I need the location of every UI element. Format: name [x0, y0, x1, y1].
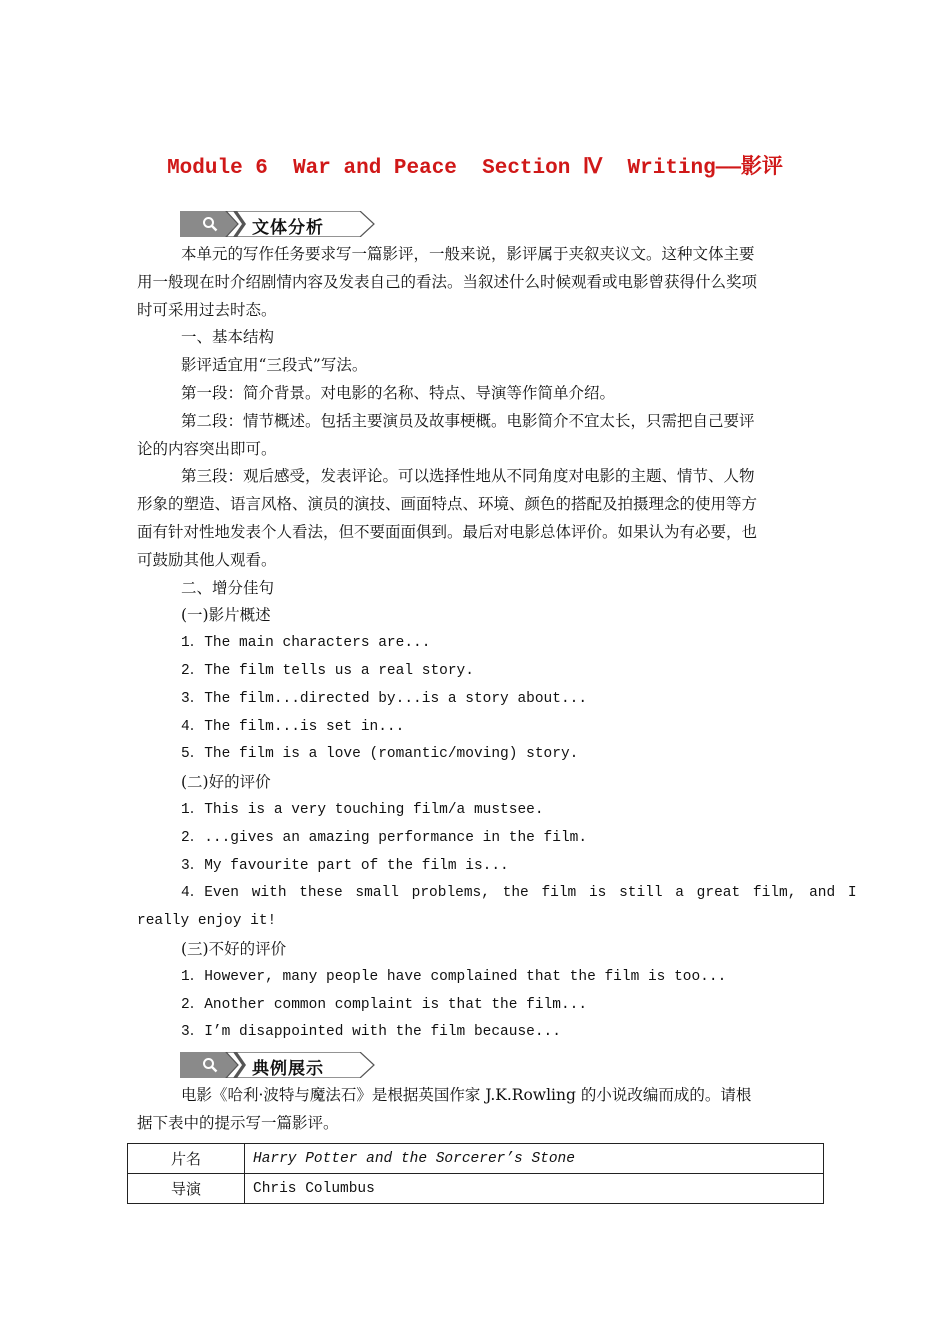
section-banner-analysis — [180, 211, 375, 237]
group-heading: (一)影片概述 — [181, 606, 271, 625]
table-value: Harry Potter and the Sorcerer’s Stone — [245, 1144, 824, 1174]
intro-paragraph — [137, 241, 857, 1047]
sentence-item: really enjoy it! — [137, 913, 277, 930]
table-value: Chris Columbus — [245, 1174, 824, 1204]
section-heading: 文体分析 — [252, 218, 324, 238]
sentence-item: 2．The film tells us a real story. — [181, 662, 474, 679]
film-info-table — [127, 1143, 824, 1204]
magnifier-icon — [202, 216, 218, 232]
section-heading: 典例展示 — [252, 1059, 324, 1079]
sentence-item: 4．The film...is set in... — [181, 718, 405, 735]
table-key: 导演 — [128, 1174, 245, 1204]
table-row — [128, 1174, 824, 1204]
sentences-heading: 二、增分佳句 — [181, 578, 275, 597]
text-line: 形象的塑造、语言风格、演员的演技、画面特点、环境、颜色的搭配及拍摄理念的使用等方 — [137, 495, 758, 514]
table-key: 片名 — [128, 1144, 245, 1174]
text-line: 用一般现在时介绍剧情内容及发表自己的看法。当叙述什么时候观看或电影曾获得什么奖项 — [137, 272, 758, 291]
page-title: Module 6 War and Peace Section Ⅳ Writing——影评 — [167, 157, 783, 180]
sentence-item: 1．The main characters are... — [181, 635, 431, 652]
text-line: 电影《哈利·波特与魔法石》是根据英国作家 J.K.Rowling 的小说改编而成的。请根 — [181, 1086, 752, 1104]
sentence-item: 2．Another common complaint is that the film... — [181, 996, 588, 1013]
structure-intro: 影评适宜用“三段式”写法。 — [181, 356, 368, 375]
sentence-item: 1．This is a very touching film/a mustsee. — [181, 801, 544, 818]
sentence-item: 2．...gives an amazing performance in the film. — [181, 829, 588, 846]
sentence-item: 4．Even with these small problems, the film is still a great film, and I — [181, 885, 857, 902]
text-line: 第三段：观后感受，发表评论。可以选择性地从不同角度对电影的主题、情节、人物 — [181, 467, 755, 486]
group-heading: (三)不好的评价 — [181, 939, 287, 958]
sentence-item: 3．The film...directed by...is a story about... — [181, 690, 588, 707]
text-line: 论的内容突出即可。 — [137, 439, 277, 458]
sentence-item: 3．My favourite part of the film is... — [181, 857, 509, 874]
section-banner-example — [180, 1052, 375, 1078]
text-line: 第二段：情节概述。包括主要演员及故事梗概。电影简介不宜太长，只需把自己要评 — [181, 411, 755, 430]
text-line: 据下表中的提示写一篇影评。 — [137, 1113, 339, 1132]
text-line: 本单元的写作任务要求写一篇影评，一般来说，影评属于夹叙夹议文。这种文体主要 — [181, 245, 755, 263]
example-paragraph — [137, 1082, 813, 1138]
paragraph-one: 第一段：简介背景。对电影的名称、特点、导演等作简单介绍。 — [181, 383, 616, 402]
structure-heading: 一、基本结构 — [181, 328, 275, 347]
text-line: 面有针对性地发表个人看法，但不要面面俱到。最后对电影总体评价。如果认为有必要，也 — [137, 522, 758, 541]
text-line: 可鼓励其他人观看。 — [137, 550, 277, 569]
text-line: 时可采用过去时态。 — [137, 300, 277, 319]
sentence-item: 3．I’m disappointed with the film because... — [181, 1024, 561, 1041]
group-heading: (二)好的评价 — [181, 773, 271, 792]
magnifier-icon — [202, 1057, 218, 1073]
sentence-item: 1．However, many people have complained that the film is too... — [181, 968, 727, 985]
sentence-item: 5．The film is a love (romantic/moving) story. — [181, 746, 579, 763]
table-row — [128, 1144, 824, 1174]
